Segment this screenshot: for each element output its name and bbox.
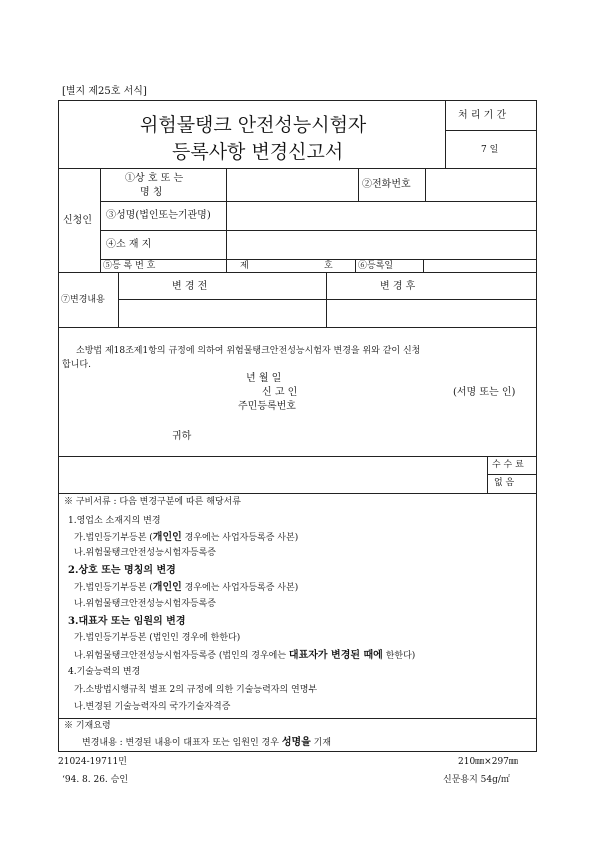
registration-prefix: 제 bbox=[240, 261, 249, 271]
processing-period-value: 7 일 bbox=[481, 145, 499, 155]
address-label: ④소 재 지 bbox=[106, 239, 152, 250]
docs-section-4-title: 4.기술능력의 변경 bbox=[68, 667, 141, 677]
divider bbox=[58, 456, 537, 457]
divider bbox=[355, 259, 356, 272]
fee-label: 수 수 료 bbox=[492, 460, 524, 470]
frame-bottom bbox=[58, 751, 537, 752]
registration-date-label: ⑥등록일 bbox=[358, 261, 394, 271]
docs-section-2-title: 2.상호 또는 명칭의 변경 bbox=[68, 565, 176, 576]
docs-section-1-item-b: 나.위험물탱크안전성능시험자등록증 bbox=[74, 548, 216, 558]
resident-number-field[interactable] bbox=[310, 400, 440, 413]
applicant-label: 신청인 bbox=[63, 215, 92, 226]
divider bbox=[118, 299, 536, 300]
name-field[interactable] bbox=[228, 170, 356, 199]
change-before-field[interactable] bbox=[120, 301, 324, 325]
reporter-field[interactable] bbox=[310, 386, 440, 399]
representative-field[interactable] bbox=[228, 203, 534, 228]
docs-section-3-item-b: 나.위험물탱크안전성능시험자등록증 (법인의 경우에는 대표자가 변경된 때에 한한다) bbox=[74, 650, 416, 661]
docs-section-3-title: 3.대표자 또는 임원의 변경 bbox=[68, 616, 186, 627]
phone-label: ②전화번호 bbox=[362, 179, 411, 190]
divider bbox=[445, 100, 446, 168]
divider bbox=[487, 474, 536, 475]
paper-type: 신문용지 54g/㎡ bbox=[443, 775, 510, 785]
divider bbox=[58, 272, 537, 273]
docs-section-2-item-a: 가.법인등기부등본 (개인인 경우에는 사업자등록증 사본) bbox=[74, 582, 299, 593]
docs-section-4-item-b: 나.변경된 기술능력자의 국가기술자격증 bbox=[74, 702, 231, 712]
docs-section-4-item-a: 가.소방법시행규칙 별표 2의 규정에 의한 기술능력자의 연명부 bbox=[74, 685, 318, 695]
form-id: [별지 제25호 서식] bbox=[62, 86, 147, 97]
divider bbox=[58, 327, 537, 328]
divider bbox=[358, 168, 359, 201]
divider bbox=[58, 168, 537, 169]
address-field[interactable] bbox=[228, 232, 534, 257]
name-label-1: ①상 호 또 는 bbox=[125, 173, 184, 184]
registration-number-label: ⑤등 록 번 호 bbox=[103, 261, 156, 271]
divider bbox=[445, 130, 536, 131]
registration-number-field[interactable] bbox=[252, 260, 320, 271]
name-label-2: 명 칭 bbox=[140, 187, 163, 198]
form-code: 21024-19711민 bbox=[58, 757, 127, 767]
change-before-header: 변 경 전 bbox=[172, 281, 208, 292]
change-after-header: 변 경 후 bbox=[380, 281, 416, 292]
change-content-label: ⑦변경내용 bbox=[61, 295, 105, 305]
declaration-date: 년 월 일 bbox=[246, 373, 282, 384]
signature-label: (서명 또는 인) bbox=[453, 387, 516, 398]
frame-top bbox=[58, 100, 537, 101]
divider bbox=[100, 168, 101, 272]
divider bbox=[58, 493, 537, 494]
divider bbox=[100, 201, 536, 202]
title-line-1: 위험물탱크 안전성능시험자 bbox=[140, 114, 367, 136]
title-line-2: 등록사항 변경신고서 bbox=[172, 141, 344, 163]
notes-line: 변경내용 : 변경된 내용이 대표자 또는 임원인 경우 성명을 기재 bbox=[82, 737, 332, 748]
divider bbox=[100, 230, 536, 231]
declaration-text-line-1: 소방법 제18조제1항의 규정에 의하여 위험물탱크안전성능시험자 변경을 위와 같이 신청 bbox=[76, 346, 421, 356]
docs-section-2-item-b: 나.위험물탱크안전성능시험자등록증 bbox=[74, 599, 216, 609]
addressee-label: 귀하 bbox=[172, 431, 192, 442]
divider bbox=[58, 718, 537, 719]
docs-header: ※ 구비서류 : 다음 변경구분에 따른 해당서류 bbox=[64, 497, 241, 507]
registration-suffix: 호 bbox=[324, 261, 333, 271]
fee-value: 없 음 bbox=[494, 478, 515, 488]
frame-right bbox=[536, 100, 537, 752]
docs-section-1-item-a: 가.법인등기부등본 (개인인 경우에는 사업자등록증 사본) bbox=[74, 532, 299, 543]
divider bbox=[423, 259, 424, 272]
reporter-label: 신 고 인 bbox=[262, 387, 298, 398]
registration-date-field[interactable] bbox=[425, 260, 535, 271]
phone-field[interactable] bbox=[427, 170, 534, 199]
docs-section-3-item-a: 가.법인등기부등본 (법인인 경우에 한한다) bbox=[74, 633, 241, 643]
change-after-field[interactable] bbox=[328, 301, 534, 325]
paper-size: 210㎜×297㎜ bbox=[458, 757, 518, 767]
resident-number-label: 주민등록번호 bbox=[238, 401, 296, 412]
frame-left bbox=[58, 100, 59, 752]
declaration-text-line-2: 합니다. bbox=[62, 360, 91, 370]
docs-section-1-title: 1.영업소 소재지의 변경 bbox=[68, 516, 161, 526]
divider bbox=[226, 168, 227, 272]
representative-label: ③성명(법인또는기관명) bbox=[106, 210, 211, 221]
approval-date: ‘94. 8. 26. 승인 bbox=[62, 775, 129, 785]
divider bbox=[425, 168, 426, 201]
processing-period-label: 처 리 기 간 bbox=[458, 110, 507, 121]
notes-header: ※ 기재요령 bbox=[64, 721, 111, 731]
